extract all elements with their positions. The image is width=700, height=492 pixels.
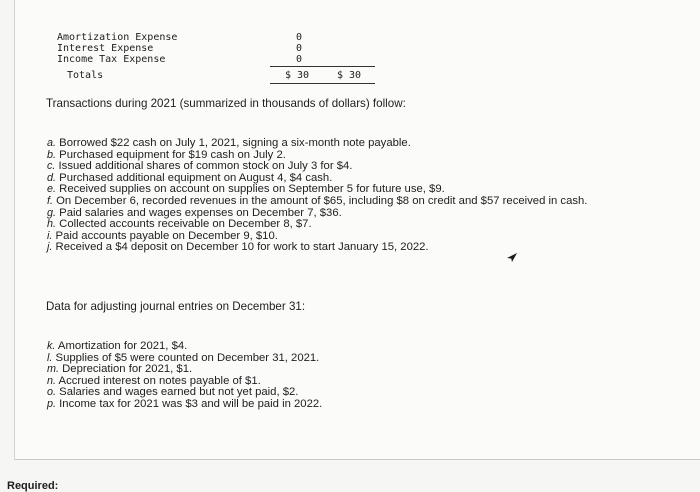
list-item: g. Paid salaries and wages expenses on December 7, $36. [47,206,342,219]
list-item: e. Received supplies on account on supplies on September 5 for future use, $9. [47,183,445,196]
row-label: Income Tax Expense [57,54,166,65]
transactions-list [47,138,587,254]
list-item: c. Issued additional shares of common stock on July 3 for $4. [47,160,353,173]
list-item: h. Collected accounts receivable on December 8, $7. [47,218,312,231]
list-item: n. Accrued interest on notes payable of $1. [47,374,261,387]
row-label: Amortization Expense [57,32,178,43]
transactions-intro: Transactions during 2021 (summarized in thousands of dollars) follow: [46,97,406,110]
list-item: p. Income tax for 2021 was $3 and will be paid in 2022. [47,397,323,410]
list-item: k. Amortization for 2021, $4. [47,340,188,352]
list-item: d. Purchased additional equipment on August 4, $4 cash. [47,171,333,184]
total-rule [270,83,375,84]
list-item: j. Received a $4 deposit on December 10 for work to start January 15, 2022. [47,241,429,254]
adjusting-intro: Data for adjusting journal entries on December 31: [46,300,306,313]
totals-label: Totals [67,70,104,81]
list-item: b. Purchased equipment for $19 cash on July 2. [47,148,286,161]
adjusting-list [47,341,322,411]
row-value: 0 [296,43,303,54]
required-heading: Required: [7,480,59,492]
list-item: f. On December 6, recorded revenues in the amount of $65, including $8 on credit and $57 received in cash. [47,194,588,207]
list-item: o. Salaries and wages earned but not yet paid, $2. [47,386,299,399]
subtotal-rule [270,66,375,67]
list-item: l. Supplies of $5 were counted on December 31, 2021. [47,351,320,364]
totals-col2: $ 30 [337,70,362,81]
row-value: 0 [296,54,303,65]
mouse-pointer-icon [506,251,518,263]
list-item: i. Paid accounts payable on December 9, $10. [47,229,278,242]
list-item: m. Depreciation for 2021, $1. [47,363,193,376]
row-label: Interest Expense [57,43,154,54]
totals-col1: $ 30 [285,70,310,81]
list-item: a. Borrowed $22 cash on July 1, 2021, signing a six-month note payable. [47,137,411,149]
row-value: 0 [296,32,303,43]
